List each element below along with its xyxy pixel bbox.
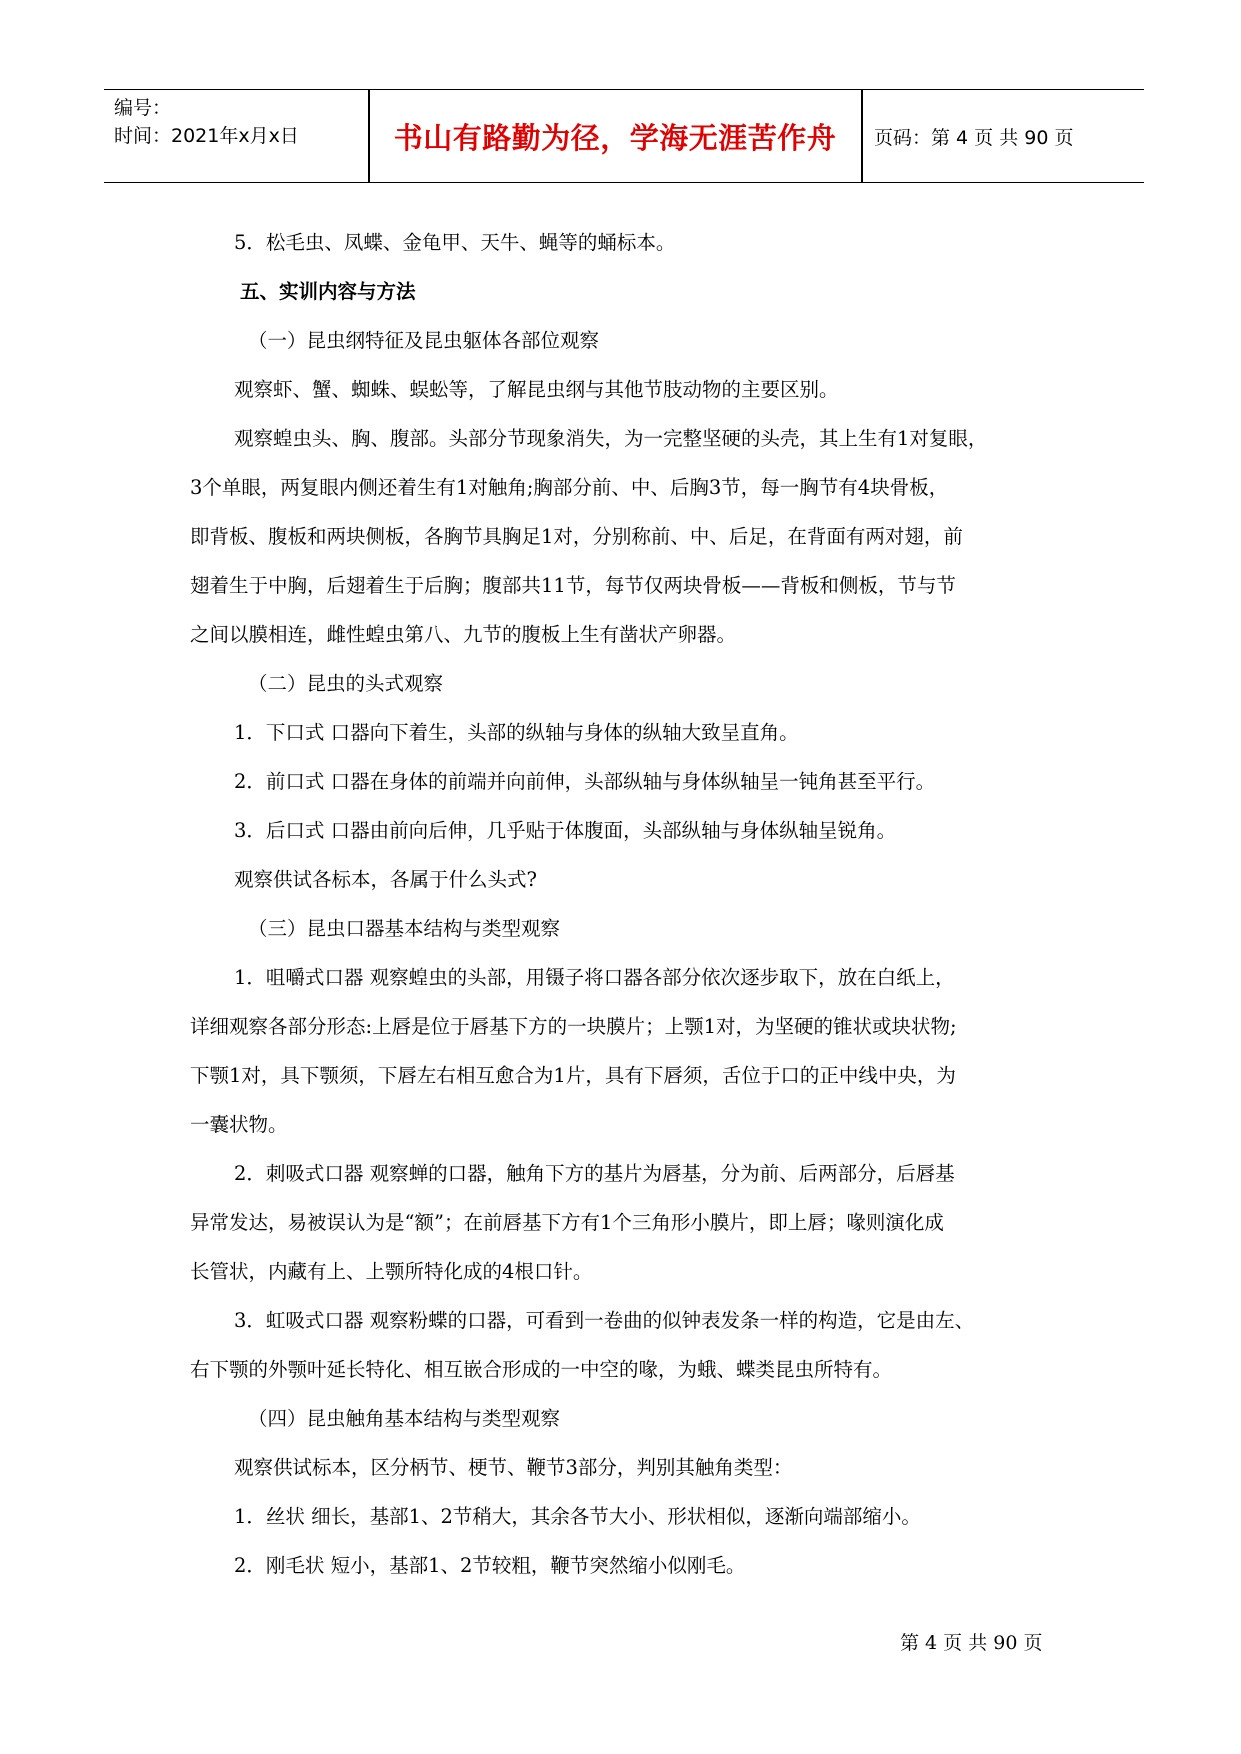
paragraph-line: 下颚1对，具下颚须，下唇左右相互愈合为1片，具有下唇须，舌位于口的正中线中央，为 [190,1064,956,1087]
page-header [104,89,1144,183]
header-meta [114,94,364,150]
paragraph: 观察虾、蟹、蜘蛛、蜈蚣等，了解昆虫纲与其他节肢动物的主要区别。 [234,378,839,401]
header-motto: 书山有路勤为径，学海无涯苦作舟 [393,120,837,155]
list-item: 1．丝状 细长，基部1、2节稍大，其余各节大小、形状相似，逐渐向端部缩小。 [234,1505,921,1528]
subsection-heading: （二）昆虫的头式观察 [248,672,444,695]
list-item: 1．咀嚼式口器 观察蝗虫的头部，用镊子将口器各部分依次逐步取下，放在白纸上， [234,966,955,989]
paragraph: 观察供试标本，区分柄节、梗节、鞭节3部分，判别其触角类型： [234,1456,793,1479]
document-body [190,218,1072,1590]
paragraph-line: 异常发达，易被误认为是“额”；在前唇基下方有1个三角形小膜片，即上唇；喙则演化成 [190,1211,944,1234]
section-heading: 五、实训内容与方法 [240,280,416,303]
serial-number-label: 编号： [114,97,172,119]
time-label: 时间：2021年x月x日 [114,125,299,147]
paragraph-line: 之间以膜相连，雌性蝗虫第八、九节的腹板上生有凿状产卵器。 [190,623,737,646]
paragraph-line: 一囊状物。 [190,1113,288,1136]
paragraph-line: 3个单眼，两复眼内侧还着生有1对触角;胸部分前、中、后胸3节，每一胸节有4块骨板， [190,476,949,499]
paragraph: 5．松毛虫、凤蝶、金龟甲、天牛、蝇等的蛹标本。 [234,231,676,254]
page-footer: 第 4 页 共 90 页 [900,1632,1043,1654]
header-page-number: 页码：第 4 页 共 90 页 [874,126,1074,149]
list-item: 3．虹吸式口器 观察粉蝶的口器，可看到一卷曲的似钟表发条一样的构造，它是由左、 [234,1309,975,1332]
paragraph: 观察供试各标本，各属于什么头式? [234,868,537,891]
list-item: 1．下口式 口器向下着生，头部的纵轴与身体的纵轴大致呈直角。 [234,721,799,744]
paragraph-line: 长管状，内藏有上、上颚所特化成的4根口针。 [190,1260,593,1283]
subsection-heading: （一）昆虫纲特征及昆虫躯体各部位观察 [248,329,600,352]
paragraph-line: 详细观察各部分形态:上唇是位于唇基下方的一块膜片；上颚1对，为坚硬的锥状或块状物; [190,1015,957,1038]
paragraph: 观察蝗虫头、胸、腹部。头部分节现象消失，为一完整坚硬的头壳，其上生有1对复眼， [234,427,988,450]
paragraph-line: 即背板、腹板和两块侧板，各胸节具胸足1对，分别称前、中、后足，在背面有两对翅，前 [190,525,963,548]
paragraph-line: 右下颚的外颚叶延长特化、相互嵌合形成的一中空的喙，为蛾、蝶类昆虫所特有。 [190,1358,893,1381]
paragraph-line: 翅着生于中胸，后翅着生于后胸；腹部共11节，每节仅两块骨板——背板和侧板，节与节 [190,574,956,597]
list-item: 2．刺吸式口器 观察蝉的口器，触角下方的基片为唇基，分为前、后两部分，后唇基 [234,1162,955,1185]
list-item: 3．后口式 口器由前向后伸，几乎贴于体腹面，头部纵轴与身体纵轴呈锐角。 [234,819,897,842]
subsection-heading: （三）昆虫口器基本结构与类型观察 [248,917,561,940]
list-item: 2．刚毛状 短小，基部1、2节较粗，鞭节突然缩小似刚毛。 [234,1554,746,1577]
list-item: 2．前口式 口器在身体的前端并向前伸，头部纵轴与身体纵轴呈一钝角甚至平行。 [234,770,936,793]
subsection-heading: （四）昆虫触角基本结构与类型观察 [248,1407,561,1430]
header-divider-right [861,90,863,182]
